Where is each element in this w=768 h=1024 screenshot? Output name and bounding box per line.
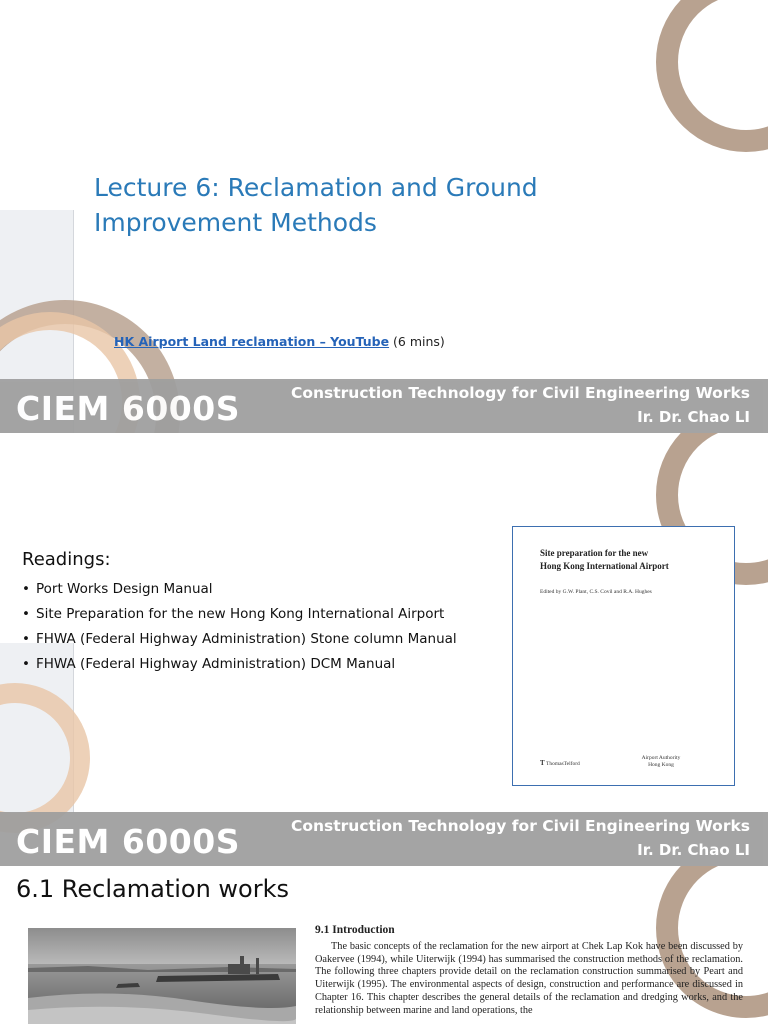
slide-readings <box>0 433 768 866</box>
section-title: 6.1 Reclamation works <box>16 875 289 903</box>
book-cover-publisher <box>540 759 580 767</box>
lecturer-name: Ir. Dr. Chao LI <box>637 408 750 426</box>
lecture-title <box>94 170 538 240</box>
excerpt-heading: 9.1 Introduction <box>315 924 395 936</box>
reading-item: • Site Preparation for the new Hong Kong International Airport <box>22 606 457 631</box>
book-cover-organization <box>635 755 687 769</box>
reading-item: • FHWA (Federal Highway Administration) Stone column Manual <box>22 631 457 656</box>
video-duration: (6 mins) <box>389 334 445 349</box>
book-excerpt <box>315 924 743 1018</box>
slide-reclamation-works <box>0 866 768 1024</box>
excerpt-body: The basic concepts of the reclamation for the new airport at Chek Lap Kok have been discussed by Oakervee (1994), while Uiterwijk (1994) has summarised the construction methods of the reclamation. The following three chapters provide detail on the reclamation construction summarised by Peart and Uiterwijk (1995). The environmental aspects of design, construction and performance are discussed in Chapter 16. This chapter describes the general details of the reclamation and dredging works, and the relationship between marine and land operations, the <box>315 940 743 1016</box>
course-footer-banner <box>0 812 768 866</box>
org-line1: Airport Authority <box>641 755 681 761</box>
reading-item: • Port Works Design Manual <box>22 581 457 606</box>
book-cover-title-line1: Site preparation for the new <box>540 548 649 558</box>
course-title: Construction Technology for Civil Engineering Works <box>290 384 750 402</box>
readings-heading: Readings: <box>22 549 111 570</box>
lecture-title-line2: Improvement Methods <box>94 208 377 237</box>
book-cover-title-line2: Hong Kong International Airport <box>540 561 669 571</box>
lecture-title-line1: Lecture 6: Reclamation and Ground <box>94 173 538 202</box>
book-cover-image <box>512 526 735 786</box>
slide-lecture-title <box>0 0 768 433</box>
publisher-name: ThomasTelford <box>545 761 580 767</box>
publisher-logo-icon: T <box>540 759 545 767</box>
course-title: Construction Technology for Civil Engineering Works <box>290 817 750 835</box>
org-line2: Hong Kong <box>648 762 674 768</box>
decor-ring-left <box>0 683 90 833</box>
youtube-video-link[interactable]: HK Airport Land reclamation – YouTube <box>114 334 390 349</box>
reclamation-photo <box>28 928 296 1024</box>
decor-ring-top-right <box>656 0 768 152</box>
video-reference <box>114 334 445 349</box>
course-code: CIEM 6000S <box>16 389 240 428</box>
reading-item: • FHWA (Federal Highway Administration) DCM Manual <box>22 656 457 681</box>
reclamation-photo-graphic <box>28 928 296 1024</box>
course-code: CIEM 6000S <box>16 822 240 861</box>
course-footer-banner <box>0 379 768 433</box>
readings-list <box>22 581 457 681</box>
book-cover-editors: Edited by G.W. Plant, C.S. Covil and R.A. Hughes <box>540 589 652 595</box>
book-cover-title <box>540 547 720 573</box>
lecturer-name: Ir. Dr. Chao LI <box>637 841 750 859</box>
